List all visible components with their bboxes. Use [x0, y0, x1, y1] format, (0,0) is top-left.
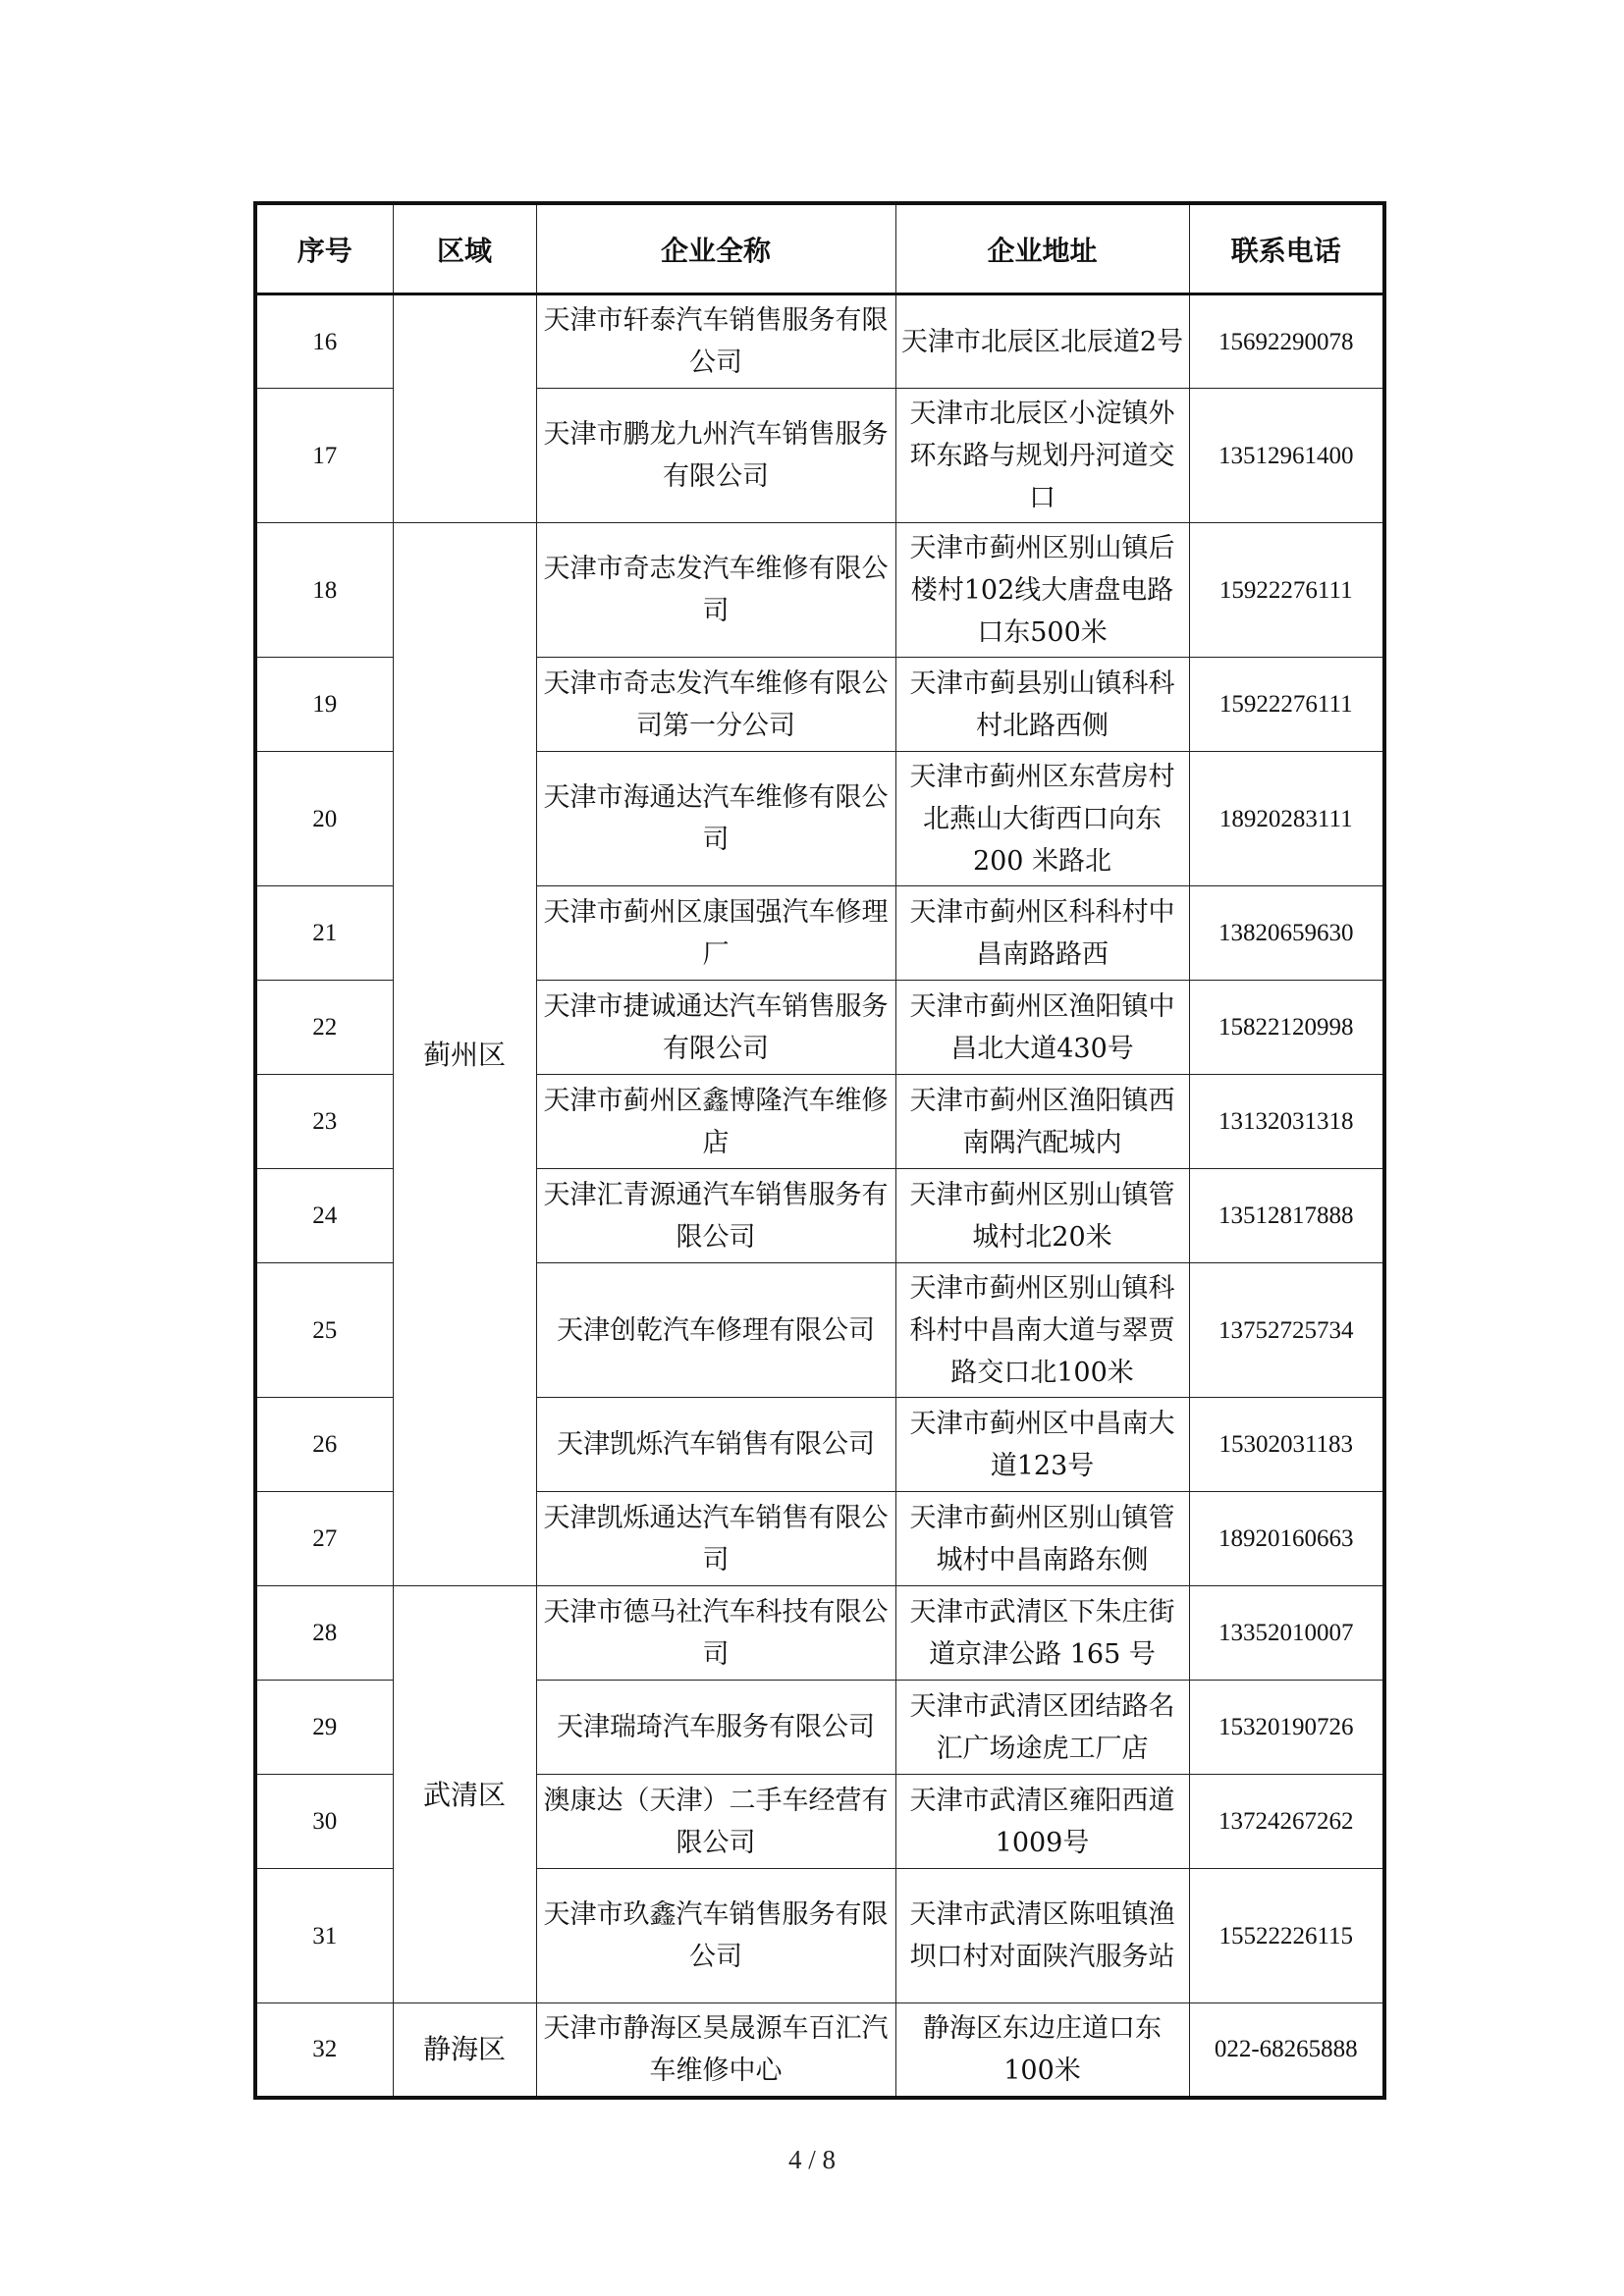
- company-address: 天津市蓟州区中昌南大道123号: [895, 1398, 1189, 1492]
- company-name: 天津市玖鑫汽车销售服务有限公司: [536, 1869, 895, 2003]
- row-number: 29: [255, 1681, 393, 1775]
- company-name: 天津市蓟州区康国强汽车修理厂: [536, 886, 895, 981]
- table-header-row: [255, 203, 1384, 294]
- company-address: 天津市北辰区北辰道2号: [895, 294, 1189, 389]
- row-number: 19: [255, 658, 393, 752]
- row-number: 24: [255, 1169, 393, 1263]
- phone-number: 18920160663: [1189, 1492, 1384, 1586]
- phone-number: 15302031183: [1189, 1398, 1384, 1492]
- row-number: 18: [255, 523, 393, 658]
- company-address: 天津市蓟州区别山镇管城村中昌南路东侧: [895, 1492, 1189, 1586]
- company-address: 天津市蓟州区渔阳镇中昌北大道430号: [895, 981, 1189, 1075]
- table-row: [255, 523, 1384, 658]
- header-company-name: 企业全称: [536, 203, 895, 294]
- company-name: 天津市静海区昊晟源车百汇汽车维修中心: [536, 2003, 895, 2098]
- company-name: 天津市奇志发汽车维修有限公司: [536, 523, 895, 658]
- row-number: 22: [255, 981, 393, 1075]
- phone-number: 15922276111: [1189, 523, 1384, 658]
- phone-number: 15320190726: [1189, 1681, 1384, 1775]
- company-address: 天津市武清区下朱庄街道京津公路 165 号: [895, 1586, 1189, 1681]
- company-name: 澳康达（天津）二手车经营有限公司: [536, 1775, 895, 1869]
- phone-number: 13512961400: [1189, 389, 1384, 523]
- phone-number: 13820659630: [1189, 886, 1384, 981]
- company-name: 天津创乾汽车修理有限公司: [536, 1263, 895, 1398]
- phone-number: 18920283111: [1189, 752, 1384, 886]
- phone-number: 13752725734: [1189, 1263, 1384, 1398]
- enterprise-table: [253, 201, 1386, 2100]
- company-name: 天津市海通达汽车维修有限公司: [536, 752, 895, 886]
- row-number: 23: [255, 1075, 393, 1169]
- row-number: 17: [255, 389, 393, 523]
- phone-number: 13132031318: [1189, 1075, 1384, 1169]
- company-address: 天津市蓟州区渔阳镇西南隅汽配城内: [895, 1075, 1189, 1169]
- row-number: 30: [255, 1775, 393, 1869]
- company-name: 天津汇青源通汽车销售服务有限公司: [536, 1169, 895, 1263]
- header-serial: 序号: [255, 203, 393, 294]
- region-cell-jinghai: 静海区: [393, 2003, 536, 2098]
- company-address: 天津市武清区团结路名汇广场途虎工厂店: [895, 1681, 1189, 1775]
- row-number: 27: [255, 1492, 393, 1586]
- company-name: 天津市蓟州区鑫博隆汽车维修店: [536, 1075, 895, 1169]
- row-number: 20: [255, 752, 393, 886]
- row-number: 28: [255, 1586, 393, 1681]
- company-address: 天津市北辰区小淀镇外环东路与规划丹河道交口: [895, 389, 1189, 523]
- header-phone: 联系电话: [1189, 203, 1384, 294]
- phone-number: 13724267262: [1189, 1775, 1384, 1869]
- company-address: 天津市蓟州区科科村中昌南路路西: [895, 886, 1189, 981]
- company-name: 天津市轩泰汽车销售服务有限公司: [536, 294, 895, 389]
- row-number: 31: [255, 1869, 393, 2003]
- row-number: 25: [255, 1263, 393, 1398]
- row-number: 16: [255, 294, 393, 389]
- header-company-address: 企业地址: [895, 203, 1189, 294]
- company-address: 天津市武清区陈咀镇渔坝口村对面陕汽服务站: [895, 1869, 1189, 2003]
- company-address: 天津市蓟州区别山镇后楼村102线大唐盘电路口东500米: [895, 523, 1189, 658]
- phone-number: 022-68265888: [1189, 2003, 1384, 2098]
- table-row: [255, 294, 1384, 389]
- company-name: 天津凯烁通达汽车销售有限公司: [536, 1492, 895, 1586]
- company-address: 静海区东边庄道口东100米: [895, 2003, 1189, 2098]
- row-number: 32: [255, 2003, 393, 2098]
- table-row: [255, 2003, 1384, 2098]
- phone-number: 15922276111: [1189, 658, 1384, 752]
- header-region: 区域: [393, 203, 536, 294]
- company-name: 天津瑞琦汽车服务有限公司: [536, 1681, 895, 1775]
- phone-number: 13512817888: [1189, 1169, 1384, 1263]
- table-row: [255, 1586, 1384, 1681]
- company-name: 天津市鹏龙九州汽车销售服务有限公司: [536, 389, 895, 523]
- company-address: 天津市武清区雍阳西道1009号: [895, 1775, 1189, 1869]
- company-name: 天津市奇志发汽车维修有限公司第一分公司: [536, 658, 895, 752]
- phone-number: 15822120998: [1189, 981, 1384, 1075]
- company-address: 天津市蓟州区别山镇科科村中昌南大道与翠贾路交口北100米: [895, 1263, 1189, 1398]
- company-address: 天津市蓟州区东营房村北燕山大街西口向东 200 米路北: [895, 752, 1189, 886]
- company-name: 天津凯烁汽车销售有限公司: [536, 1398, 895, 1492]
- company-name: 天津市德马社汽车科技有限公司: [536, 1586, 895, 1681]
- region-cell: [393, 294, 536, 523]
- company-name: 天津市捷诚通达汽车销售服务有限公司: [536, 981, 895, 1075]
- company-address: 天津市蓟州区别山镇管城村北20米: [895, 1169, 1189, 1263]
- region-cell-jizhou: 蓟州区: [393, 523, 536, 1586]
- row-number: 26: [255, 1398, 393, 1492]
- phone-number: 15692290078: [1189, 294, 1384, 389]
- phone-number: 15522226115: [1189, 1869, 1384, 2003]
- page-number: 4 / 8: [787, 2145, 836, 2174]
- region-cell-wuqing: 武清区: [393, 1586, 536, 2003]
- company-address: 天津市蓟县别山镇科科村北路西侧: [895, 658, 1189, 752]
- row-number: 21: [255, 886, 393, 981]
- phone-number: 13352010007: [1189, 1586, 1384, 1681]
